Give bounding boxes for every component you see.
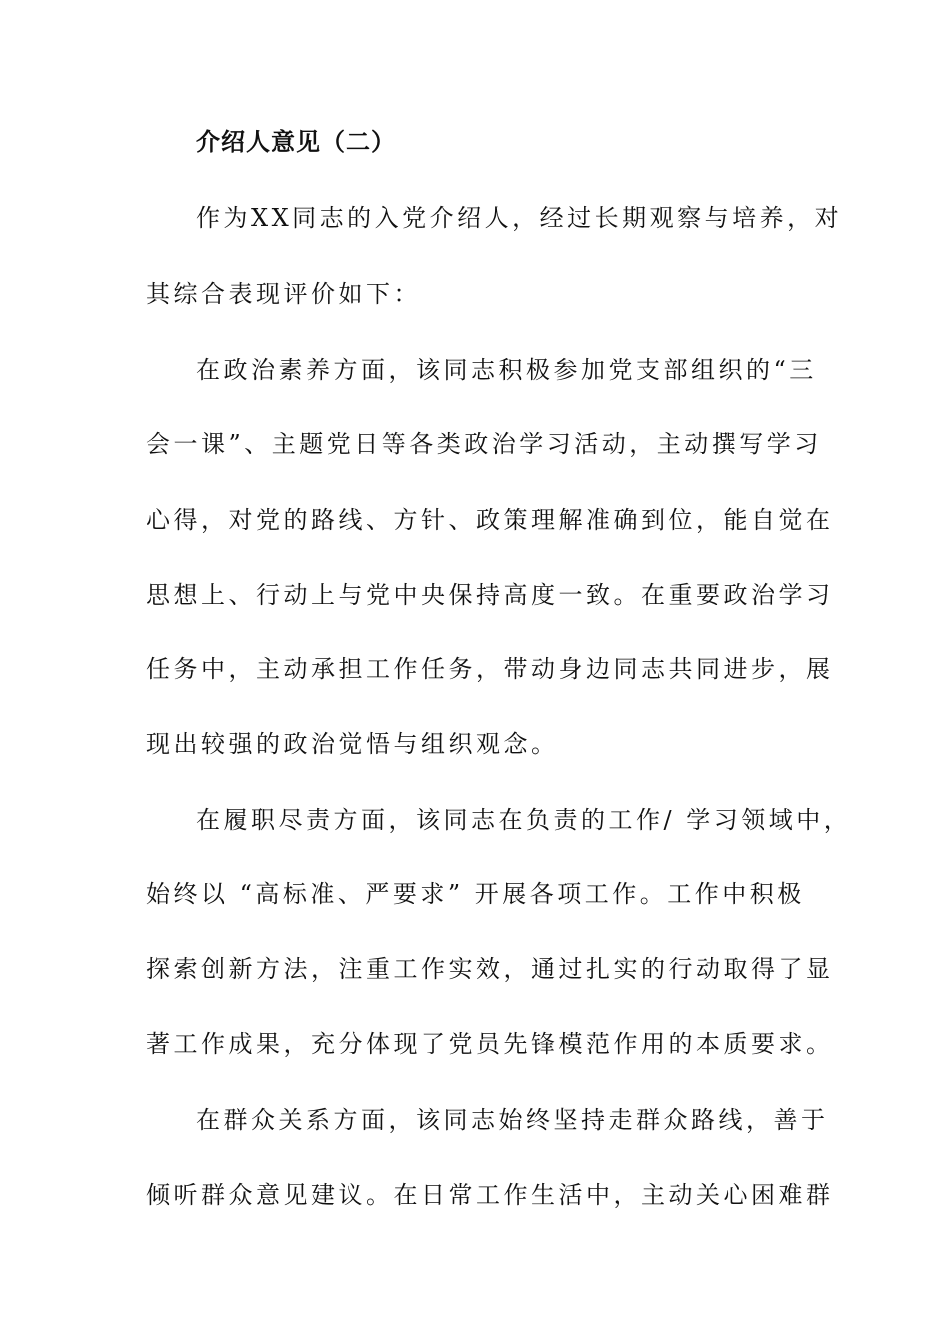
text-line: 探索创新方法，注重工作实效，通过扎实的行动取得了显 [146,955,834,983]
text-line: 在政治素养方面，该同志积极参加党支部组织的“三 [196,356,817,384]
document-heading: 介绍人意见（二） [196,127,396,156]
text-line: 在履职尽责方面，该同志在负责的工作/ 学习领域中， [196,806,852,834]
text-line: 现出较强的政治觉悟与组织观念。 [146,730,559,758]
text-line: 倾听群众意见建议。在日常工作生活中，主动关心困难群 [146,1181,834,1209]
text-line: 著工作成果，充分体现了党员先锋模范作用的本质要求。 [146,1030,834,1058]
text-line: 作为XX同志的入党介绍人，经过长期观察与培养，对 [196,204,843,232]
text-line: 其综合表现评价如下： [146,280,421,308]
text-line: 始终以 “高标准、严要求” 开展各项工作。工作中积极 [146,880,805,908]
text-line: 心得，对党的路线、方针、政策理解准确到位，能自觉在 [146,506,834,534]
text-line: 会一课”、主题党日等各类政治学习活动，主动撰写学习 [146,430,822,458]
text-line: 思想上、行动上与党中央保持高度一致。在重要政治学习 [146,581,834,609]
text-line: 在群众关系方面，该同志始终坚持走群众路线，善于 [196,1106,829,1134]
text-line: 任务中，主动承担工作任务，带动身边同志共同进步，展 [146,655,834,683]
